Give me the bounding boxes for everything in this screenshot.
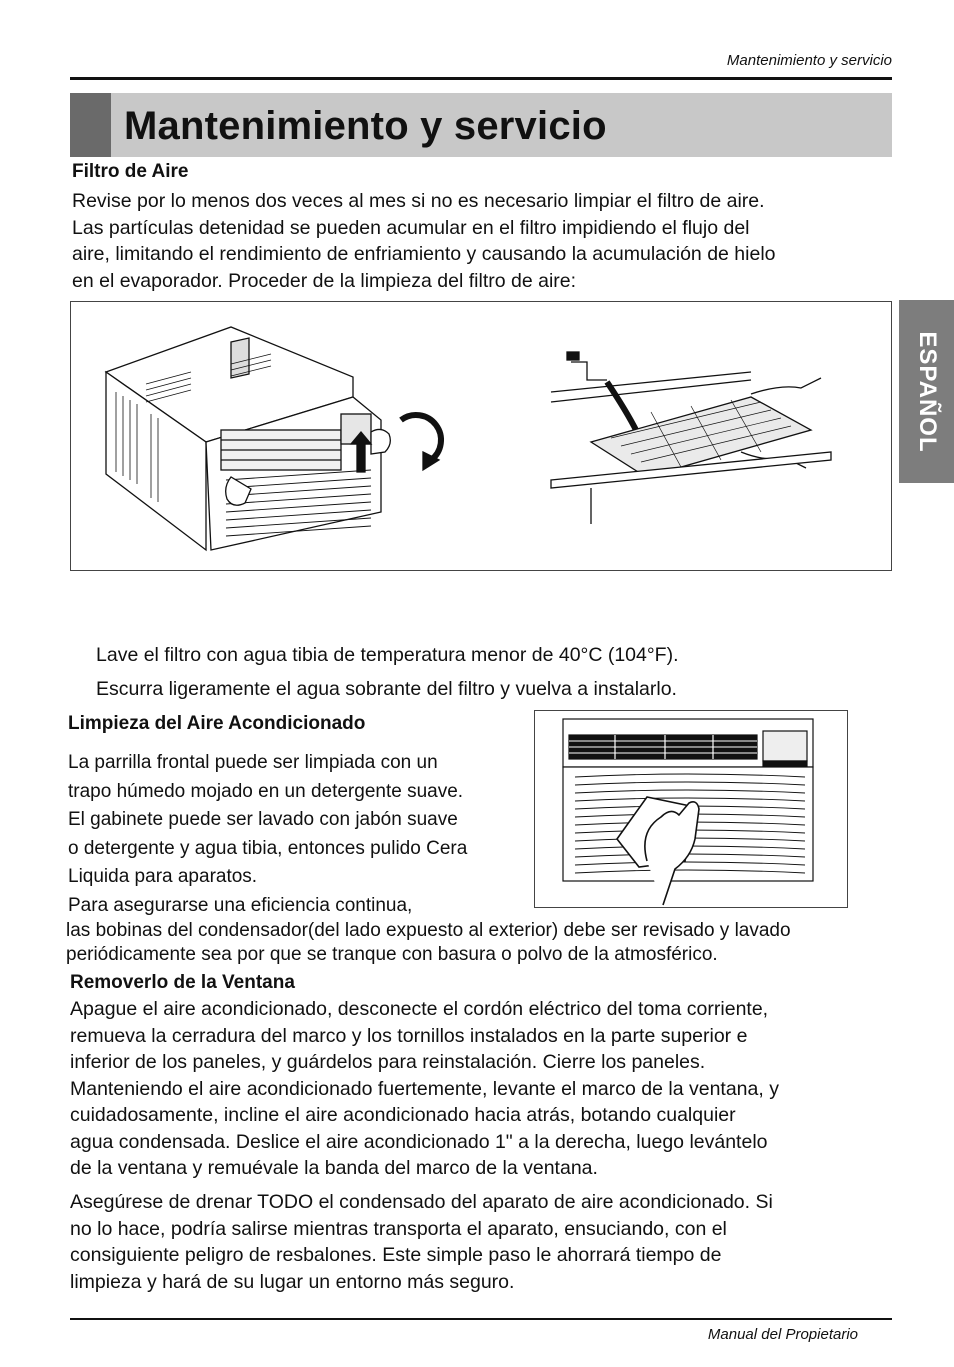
grille-cleaning-illustration xyxy=(534,710,848,908)
remover-line: Asegúrese de drenar TODO el condensado del aparato de aire acondicionado. Si xyxy=(70,1191,773,1213)
limpieza-line: El gabinete puede ser lavado con jabón suave xyxy=(68,809,458,830)
filtro-line: en el evaporador. Proceder de la limpieza del filtro de aire: xyxy=(72,269,577,292)
remover-line: cuidadosamente, incline el aire acondicionado hacia atrás, botando cualquier xyxy=(70,1104,736,1126)
running-footer: Manual del Propietario xyxy=(707,1326,858,1343)
remover-line: Manteniendo el aire acondicionado fuertemente, levante el marco de la ventana, y xyxy=(70,1077,779,1100)
remover-paragraph xyxy=(70,996,779,1182)
remover-line: de la ventana y remuévale la banda del marco de la ventana. xyxy=(70,1157,598,1179)
footer-rule xyxy=(70,1318,892,1320)
filtro-steps xyxy=(96,638,679,706)
title-accent xyxy=(70,93,111,157)
remover-line: consiguiente peligro de resbalones. Este simple paso le ahorrará tiempo de xyxy=(70,1244,722,1266)
remover-paragraph-2 xyxy=(70,1189,773,1295)
filter-removal-drawing xyxy=(71,302,891,570)
limpieza-paragraph-wide xyxy=(66,919,791,967)
remover-line: remueva la cerradura del marco y los tornillos instalados en la parte superior e xyxy=(70,1024,748,1047)
remover-line: Apague el aire acondicionado, desconecte el cordón eléctrico del toma corriente, xyxy=(70,998,769,1020)
limpieza-paragraph xyxy=(68,749,467,920)
header-rule xyxy=(70,77,892,80)
limpieza-line: periódicamente sea por que se tranque con basura o polvo de la atmosférico. xyxy=(66,944,718,965)
running-header: Mantenimiento y servicio xyxy=(726,52,892,69)
remover-line: no lo hace, podría salirse mientras transporta el aparato, ensuciando, con el xyxy=(70,1217,727,1240)
limpieza-line: Liquida para aparatos. xyxy=(68,866,258,887)
filtro-line: aire, limitando el rendimiento de enfriamiento y causando la acumulación de hielo xyxy=(72,243,776,265)
limpieza-line: trapo húmedo mojado en un detergente suave. xyxy=(68,780,464,802)
language-tab xyxy=(899,300,954,483)
filtro-step: Escurra ligeramente el agua sobrante del filtro y vuelva a instalarlo. xyxy=(96,678,677,700)
remover-line: inferior de los paneles, y guárdelos para reinstalación. Cierre los paneles. xyxy=(70,1051,706,1073)
language-tab-label: ESPAÑOL xyxy=(913,330,941,453)
limpieza-line: o detergente y agua tibia, entonces pulido Cera xyxy=(68,837,468,859)
filtro-heading: Filtro de Aire xyxy=(72,161,189,182)
grille-cleaning-drawing xyxy=(535,711,847,907)
filtro-step: Lave el filtro con agua tibia de temperatura menor de 40°C (104°F). xyxy=(96,644,679,666)
page-title: Mantenimiento y servicio xyxy=(124,104,607,148)
filtro-line: Revise por lo menos dos veces al mes si no es necesario limpiar el filtro de aire. xyxy=(72,190,765,212)
remover-line: agua condensada. Deslice el aire acondicionado 1" a la derecha, luego levántelo xyxy=(70,1130,768,1153)
limpieza-line: Para asegurarse una eficiencia continua, xyxy=(68,894,413,916)
filter-illustration xyxy=(70,301,892,571)
limpieza-line: La parrilla frontal puede ser limpiada con un xyxy=(68,752,438,773)
limpieza-line: las bobinas del condensador(del lado expuesto al exterior) debe ser revisado y lavado xyxy=(66,920,791,941)
filtro-line: Las partículas detenidad se pueden acumular en el filtro impidiendo el flujo del xyxy=(72,216,750,239)
remover-heading: Removerlo de la Ventana xyxy=(70,972,295,993)
filtro-paragraph xyxy=(72,188,776,294)
remover-line: limpieza y hará de su lugar un entorno más seguro. xyxy=(70,1270,515,1293)
limpieza-heading: Limpieza del Aire Acondicionado xyxy=(68,713,366,734)
